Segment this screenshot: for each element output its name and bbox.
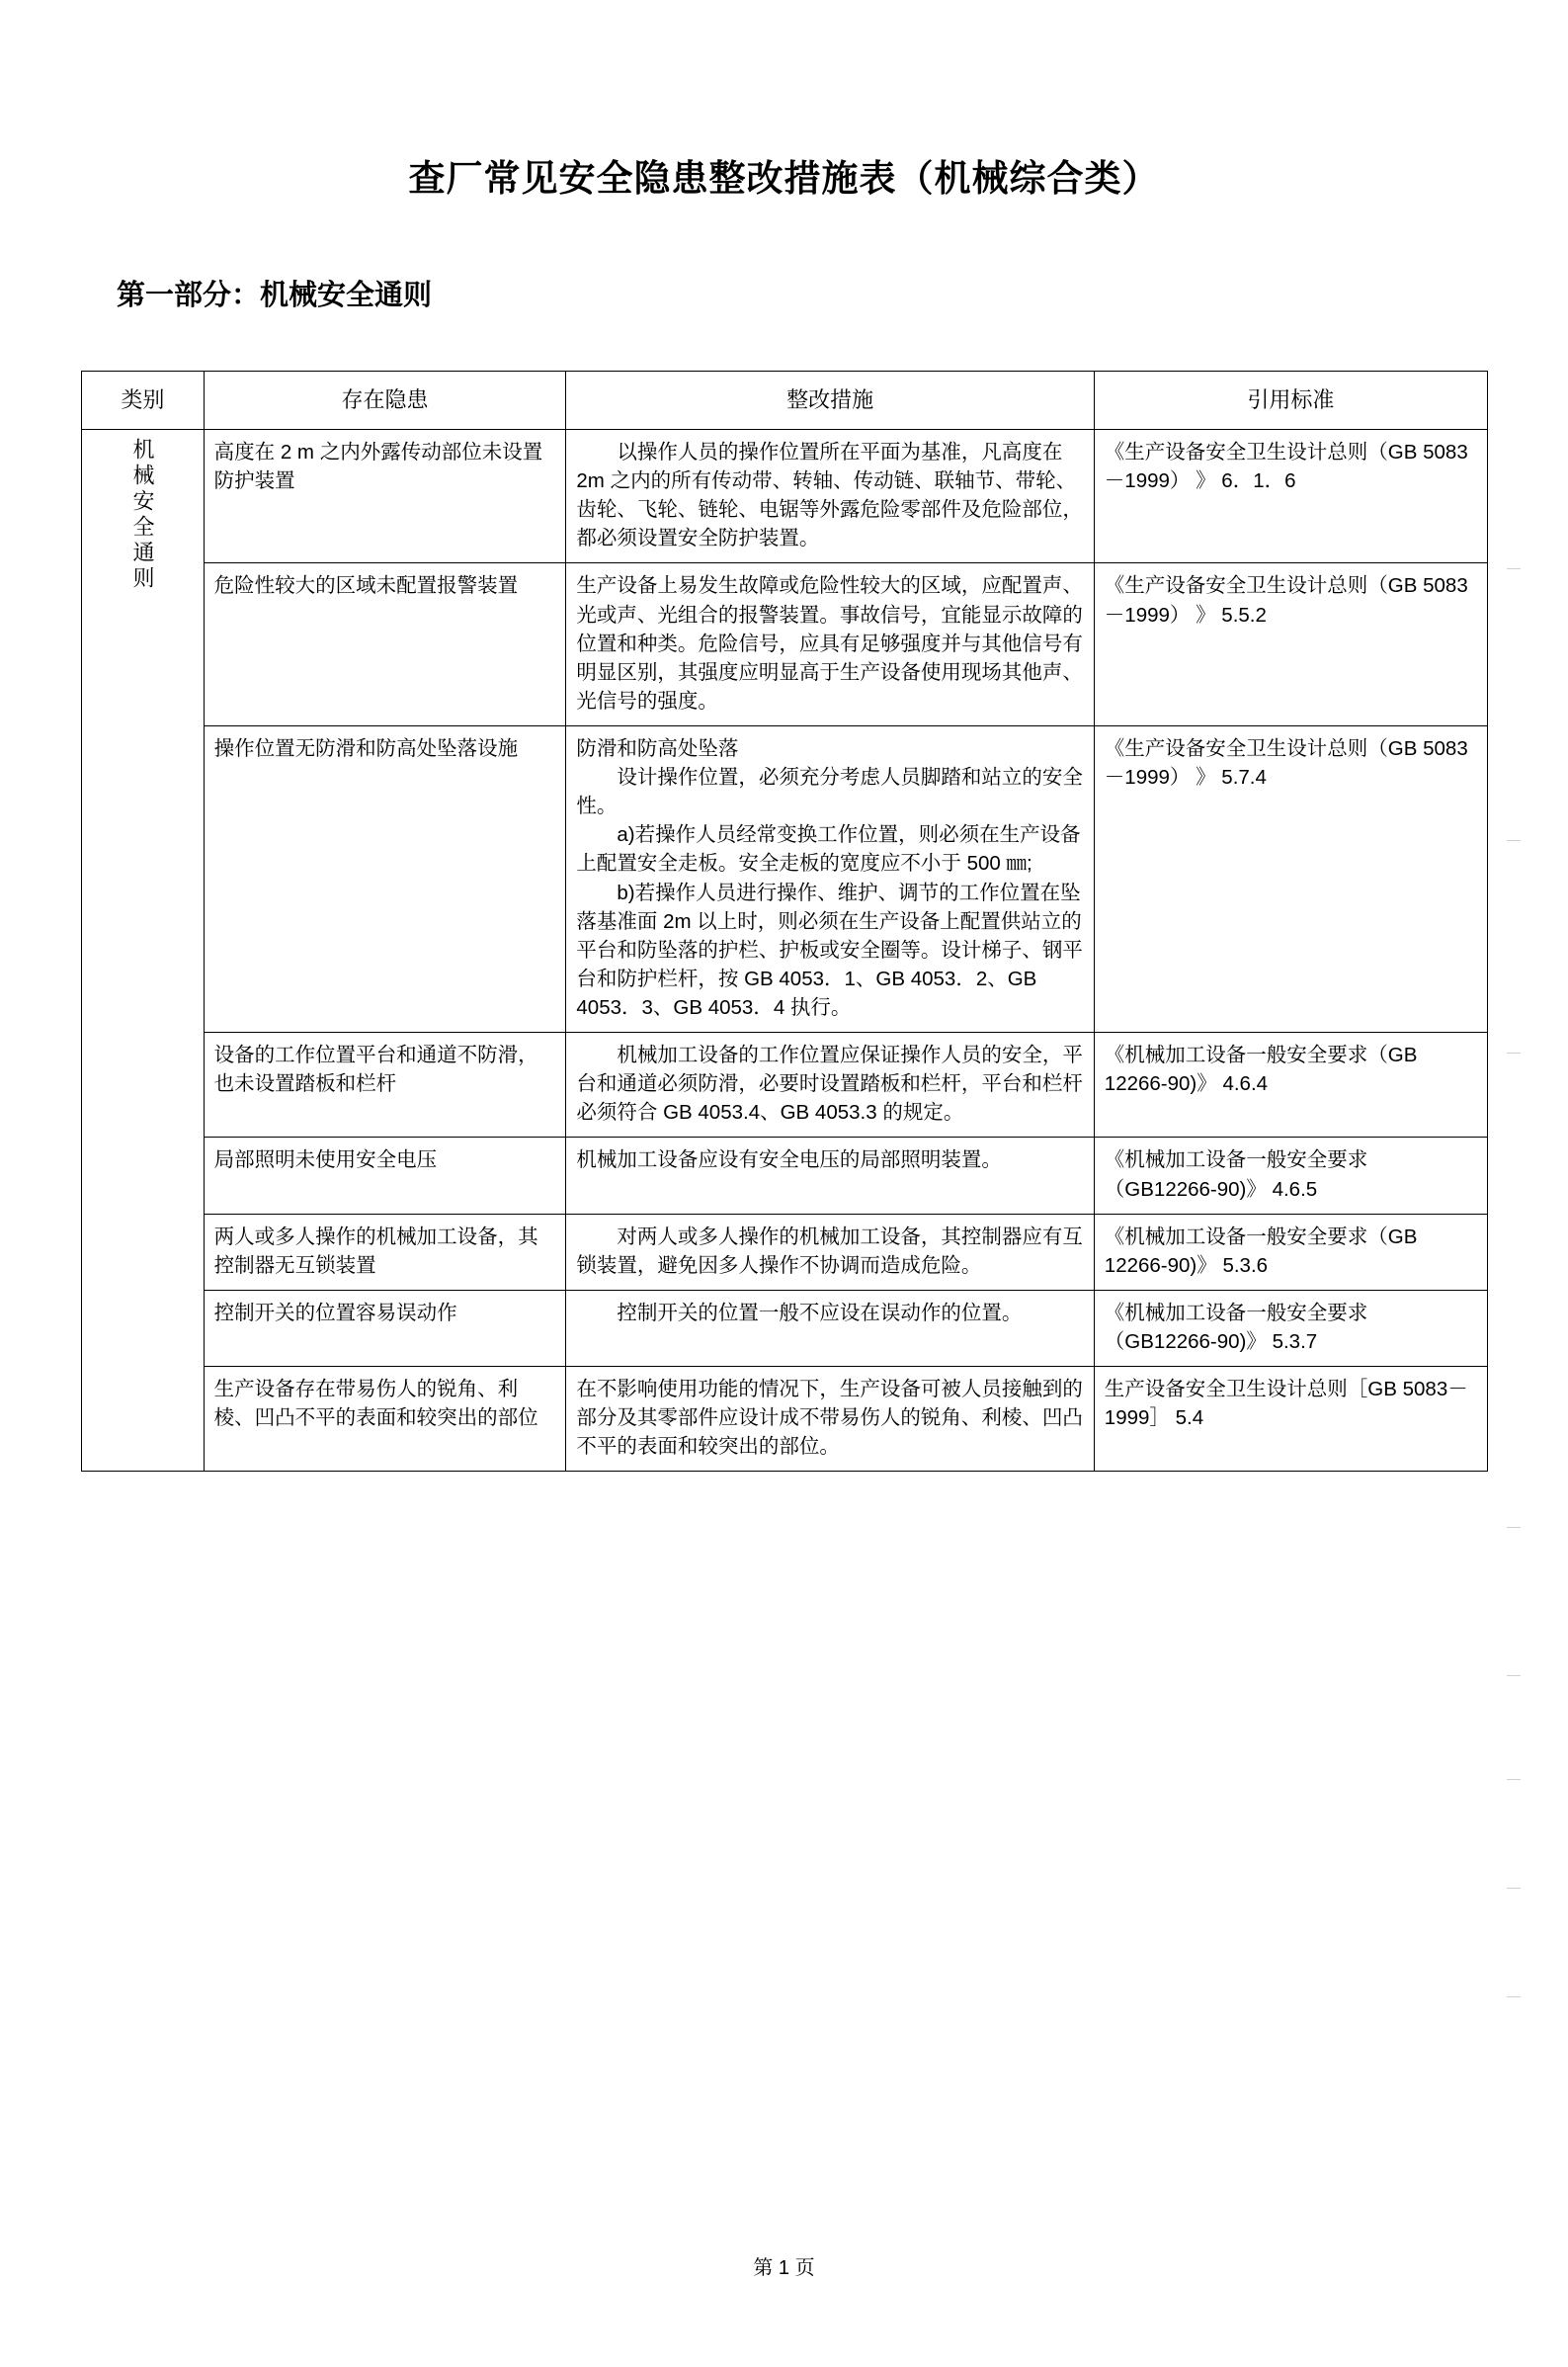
column-header-measure: 整改措施 xyxy=(566,372,1094,430)
measure-line: 生产设备上易发生故障或危险性较大的区域，应配置声、光或声、光组合的报警装置。事故信号，宜能显示故障的位置和种类。危险信号，应具有足够强度并与其他信号有明显区别，其强度应明显高于生产设备使用现场其他声、光信号的强度。 xyxy=(576,574,1083,713)
hazard-cell: 生产设备存在带易伤人的锐角、利棱、凹凸不平的表面和较突出的部位 xyxy=(204,1367,566,1472)
page-edge-mark xyxy=(1507,1053,1521,1054)
page-edge-mark xyxy=(1507,1527,1521,1528)
measure-cell xyxy=(566,430,1094,563)
table-row xyxy=(82,563,1488,726)
measure-line: 机械加工设备应设有安全电压的局部照明装置。 xyxy=(576,1148,1002,1172)
standard-cell: 生产设备安全卫生设计总则［GB 5083－1999］ 5.4 xyxy=(1094,1367,1487,1472)
measure-cell xyxy=(566,725,1094,1032)
measure-line: b)若操作人员进行操作、维护、调节的工作位置在坠落基准面 2m 以上时，则必须在生产设备上配置供站立的平台和防坠落的护栏、护板或安全圈等。设计梯子、钢平台和防护栏杆，按 GB 4053．1、GB 4053．2、GB 4053．3、GB 4053．4 执行。 xyxy=(576,881,1083,1019)
column-header-hazard: 存在隐患 xyxy=(204,372,566,430)
measure-cell xyxy=(566,1138,1094,1214)
section-title: 第一部分：机械安全通则 xyxy=(117,280,433,311)
column-header-standard: 引用标准 xyxy=(1094,372,1487,430)
measure-line: 对两人或多人操作的机械加工设备，其控制器应有互锁装置，避免因多人操作不协调而造成危险。 xyxy=(576,1225,1083,1277)
standard-cell: 《生产设备安全卫生设计总则（GB 5083－1999） 》 6．1．6 xyxy=(1094,430,1487,563)
page-footer: 第 1 页 xyxy=(753,2257,815,2279)
standard-cell: 《生产设备安全卫生设计总则（GB 5083－1999） 》 5.5.2 xyxy=(1094,563,1487,726)
measure-line: 设计操作位置，必须充分考虑人员脚踏和站立的安全性。 xyxy=(576,766,1083,818)
page-edge-mark xyxy=(1507,568,1521,569)
measure-line: 以操作人员的操作位置所在平面为基准，凡高度在 2m 之内的所有传动带、转轴、传动链、联轴节、带轮、齿轮、飞轮、链轮、电锯等外露危险零部件及危险部位，都必须设置安全防护装置。 xyxy=(576,441,1083,550)
measure-line: 在不影响使用功能的情况下，生产设备可被人员接触到的部分及其零部件应设计成不带易伤人的锐角、利棱、凹凸不平的表面和较突出的部位。 xyxy=(576,1378,1083,1459)
hazard-cell: 设备的工作位置平台和通道不防滑，也未设置踏板和栏杆 xyxy=(204,1033,566,1138)
page-edge-mark xyxy=(1507,840,1521,841)
measure-line: 机械加工设备的工作位置应保证操作人员的安全，平台和通道必须防滑，必要时设置踏板和栏杆，平台和栏杆必须符合 GB 4053.4、GB 4053.3 的规定。 xyxy=(576,1044,1083,1125)
measure-line: 防滑和防高处坠落 xyxy=(576,736,739,760)
measure-cell xyxy=(566,1290,1094,1366)
page-edge-mark xyxy=(1507,1996,1521,1997)
table-row xyxy=(82,1214,1488,1290)
page-edge-mark xyxy=(1507,1779,1521,1780)
page-edge-mark xyxy=(1507,1888,1521,1889)
standard-cell: 《机械加工设备一般安全要求（GB 12266-90)》 4.6.4 xyxy=(1094,1033,1487,1138)
hazard-cell: 控制开关的位置容易误动作 xyxy=(204,1290,566,1366)
table-row xyxy=(82,1367,1488,1472)
category-cell xyxy=(82,430,205,1472)
hazard-cell: 两人或多人操作的机械加工设备，其控制器无互锁装置 xyxy=(204,1214,566,1290)
hazard-cell: 操作位置无防滑和防高处坠落设施 xyxy=(204,725,566,1032)
measure-cell xyxy=(566,1033,1094,1138)
measure-cell xyxy=(566,563,1094,726)
page-title: 查厂常见安全隐患整改措施表（机械综合类） xyxy=(408,158,1160,199)
table-row xyxy=(82,430,1488,563)
table-row xyxy=(82,1138,1488,1214)
measure-line: 控制开关的位置一般不应设在误动作的位置。 xyxy=(617,1301,1023,1324)
hazard-cell: 高度在 2 m 之内外露传动部位未设置防护装置 xyxy=(204,430,566,563)
standard-cell: 《生产设备安全卫生设计总则（GB 5083－1999） 》 5.7.4 xyxy=(1094,725,1487,1032)
category-label: 机械安全通则 xyxy=(129,438,155,592)
column-header-category: 类别 xyxy=(82,372,205,430)
table-row xyxy=(82,1290,1488,1366)
standard-cell: 《机械加工设备一般安全要求（GB 12266-90)》 5.3.6 xyxy=(1094,1214,1487,1290)
table-row xyxy=(82,725,1488,1032)
page-edge-mark xyxy=(1507,1675,1521,1676)
standard-cell: 《机械加工设备一般安全要求（GB12266-90)》 5.3.7 xyxy=(1094,1290,1487,1366)
measure-cell xyxy=(566,1367,1094,1472)
document-page xyxy=(0,148,1568,2367)
hazard-rectification-table xyxy=(81,371,1488,1472)
table-row xyxy=(82,1033,1488,1138)
measure-line: a)若操作人员经常变换工作位置，则必须在生产设备上配置安全走板。安全走板的宽度应不小于 500 ㎜; xyxy=(576,823,1081,876)
standard-cell: 《机械加工设备一般安全要求（GB12266-90)》 4.6.5 xyxy=(1094,1138,1487,1214)
hazard-cell: 危险性较大的区域未配置报警装置 xyxy=(204,563,566,726)
hazard-cell: 局部照明未使用安全电压 xyxy=(204,1138,566,1214)
measure-cell xyxy=(566,1214,1094,1290)
table-header-row xyxy=(82,372,1488,430)
